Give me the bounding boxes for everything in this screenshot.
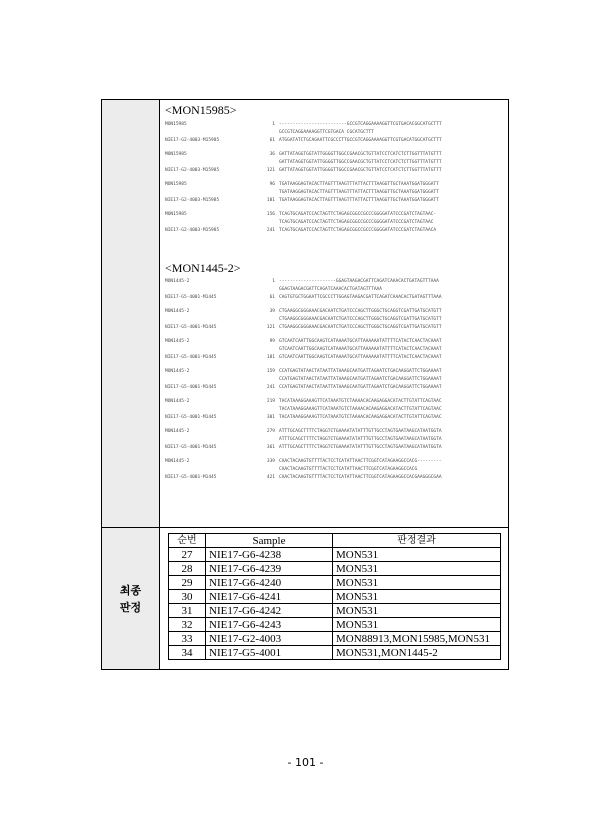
sequence-position: 279 bbox=[266, 429, 275, 434]
sequence-name: NIE17-G5-4001-M1445 bbox=[165, 295, 217, 300]
table-cell: 32 bbox=[169, 618, 206, 632]
sequence-bases: TGATAAGGAGTACACTTAGTTTAAGTTTATTACTTTAAGGTTGCTAAATGGATGGGATT bbox=[279, 198, 439, 203]
sequence-bases: GATTATAGGTGGTATTGGGGTTGGCCGAACGCTGTTATCCTCATCTCTTGGTTTATGTTT bbox=[279, 160, 442, 165]
sequence-bases: GGAGTAAGACGATTCAGATCAAACACTGATAGTTTAAA bbox=[279, 287, 382, 292]
table-cell: MON88913,MON15985,MON531 bbox=[333, 632, 501, 646]
sequence-position: 1 bbox=[272, 279, 275, 284]
table-row bbox=[169, 618, 501, 632]
sequence-name: MON15985 bbox=[165, 212, 187, 217]
sequence-name: NIE17-G5-4001-M1445 bbox=[165, 385, 217, 390]
alignment-line bbox=[165, 279, 439, 285]
table-cell: NIE17-G6-4241 bbox=[206, 590, 333, 604]
table-cell: 34 bbox=[169, 646, 206, 660]
sequence-position: 219 bbox=[266, 399, 275, 404]
alignment-line bbox=[165, 339, 442, 345]
table-cell: 30 bbox=[169, 590, 206, 604]
sequence-position: 339 bbox=[266, 459, 275, 464]
table-row bbox=[169, 590, 501, 604]
final-label-line1: 최종 bbox=[119, 583, 142, 597]
alignment-line bbox=[165, 467, 417, 473]
alignment-line bbox=[165, 287, 382, 293]
column-header: Sample bbox=[206, 534, 333, 548]
sequence-position: 181 bbox=[266, 198, 275, 203]
alignment-line bbox=[165, 122, 442, 128]
sequence-name: NIE17-G5-4001-M1445 bbox=[165, 445, 217, 450]
sequence-position: 159 bbox=[266, 369, 275, 374]
sequence-name: MON1445-2 bbox=[165, 309, 190, 314]
alignment-line bbox=[165, 138, 442, 144]
sequence-bases: GTCAATCAATTGGCAAGTCATAAAATGCATTAAAAAATATTTTCATACTCAACTACAAAT bbox=[279, 339, 442, 344]
sequence-bases: TACATAAAGGAAAGTTCATAAATGTCTAAAACACAAGAGGACATACTTGTATTCAGTAAC bbox=[279, 399, 442, 404]
alignment-line bbox=[165, 355, 442, 361]
alignment-line bbox=[165, 325, 442, 331]
sequence-name: MON1445-2 bbox=[165, 369, 190, 374]
sequence-bases: CAACTACAAGTGTTTTACTCCTCATATTAACTTCGGTCATAGAAGGCCACG bbox=[279, 467, 418, 472]
table-row bbox=[169, 548, 501, 562]
alignment-line bbox=[165, 415, 442, 421]
sequence-bases: CAACTACAAGTGTTTTACTCCTCATATTAACTTCGGTCATAGAAGGCCACG--------- bbox=[279, 459, 442, 464]
alignment-line bbox=[165, 309, 442, 315]
sequence-position: 39 bbox=[269, 309, 275, 314]
sequence-name: MON15985 bbox=[165, 122, 187, 127]
table-row bbox=[169, 632, 501, 646]
sequence-position: 96 bbox=[269, 182, 275, 187]
table-cell: 27 bbox=[169, 548, 206, 562]
table-cell: MON531 bbox=[333, 562, 501, 576]
sequence-alignment-area bbox=[160, 100, 508, 527]
alignment-line bbox=[165, 385, 442, 391]
table-cell: MON531 bbox=[333, 590, 501, 604]
sequence-position: 241 bbox=[266, 385, 275, 390]
sequence-bases: TGATAAGGAGTACACTTAGTTTAAGTTTATTACTTTAAGGTTGCTAAATGGATGGGATT bbox=[279, 182, 439, 187]
sequence-position: 156 bbox=[266, 212, 275, 217]
sequence-bases: TCAGTGCAGATCCACTAGTTCTAGAGCGGCCGCCCGGGGATATCCCGATCTAGTAAC bbox=[279, 220, 434, 225]
sequence-bases: GATTATAGGTGGTATTGGGGTTGGCCGAACGCTGTTATCCTCATCTCTTGGTTTATGTTT bbox=[279, 168, 442, 173]
sequence-bases: GTCAATCAATTGGCAAGTCATAAAATGCATTAAAAAATATTTTCATACTCAACTACAAAT bbox=[279, 347, 442, 352]
report-frame bbox=[101, 99, 509, 670]
section-title-mon1445: <MON1445-2> bbox=[165, 261, 241, 275]
alignment-line bbox=[165, 212, 436, 218]
alignment-line bbox=[165, 445, 442, 451]
alignment-line bbox=[165, 130, 374, 136]
sequence-bases: GATTATAGGTGGTATTGGGGTTGGCCGAACGCTGTTATCCTCATCTCTTGGTTTATGTTT bbox=[279, 152, 442, 157]
alignment-line bbox=[165, 295, 442, 301]
alignment-line bbox=[165, 407, 442, 413]
sequence-name: NIE17-G5-4001-M1445 bbox=[165, 355, 217, 360]
sequence-name: MON1445-2 bbox=[165, 429, 190, 434]
page-number: - 101 - bbox=[287, 756, 324, 769]
alignment-line bbox=[165, 168, 442, 174]
table-cell: NIE17-G5-4001 bbox=[206, 646, 333, 660]
sequence-name: NIE17-G5-4001-M1445 bbox=[165, 415, 217, 420]
sequence-bases: TACATAAAGGAAAGTTCATAAATGTCTAAAACACAAGAGGACATACTTGTATTCAGTAAC bbox=[279, 407, 442, 412]
sequence-bases: TGATAAGGAGTACACTTAGTTTAAGTTTATTACTTTAAGGTTGCTAAATGGATGGGATT bbox=[279, 190, 439, 195]
section-title-mon15985: <MON15985> bbox=[165, 103, 237, 117]
table-row bbox=[169, 576, 501, 590]
sequence-name: NIE17-G2-4003-M15985 bbox=[165, 168, 220, 173]
sidebar-blank-cell bbox=[102, 100, 160, 527]
alignment-line bbox=[165, 399, 442, 405]
alignment-line bbox=[165, 190, 439, 196]
sequence-bases: ATTTGCAGCTTTTCTAGGTCTGAAAATATATTTGTTGCCTAGTGAATAAGCATAATGGTA bbox=[279, 429, 442, 434]
column-header: 판정결과 bbox=[333, 534, 501, 548]
sequence-position: 301 bbox=[266, 415, 275, 420]
sequence-name: MON1445-2 bbox=[165, 459, 190, 464]
sequence-bases: CTGAAGGCGGGAAACGACAATCTGATCCCAGCTTGGGCTGCAGGTCGATTGATGCATGTT bbox=[279, 325, 442, 330]
alignment-line bbox=[165, 228, 436, 234]
alignment-line bbox=[165, 220, 433, 226]
sequence-position: 361 bbox=[266, 445, 275, 450]
sequence-bases: GTCAATCAATTGGCAAGTCATAAAATGCATTAAAAAATATTTTCATACTCAACTACAAAT bbox=[279, 355, 442, 360]
alignment-line bbox=[165, 160, 442, 166]
table-row bbox=[169, 646, 501, 660]
alignment-line bbox=[165, 429, 442, 435]
alignment-line bbox=[165, 198, 439, 204]
table-cell: 33 bbox=[169, 632, 206, 646]
table-cell: MON531 bbox=[333, 618, 501, 632]
table-cell: NIE17-G6-4238 bbox=[206, 548, 333, 562]
sequence-name: NIE17-G2-4003-M15985 bbox=[165, 228, 220, 233]
table-cell: 31 bbox=[169, 604, 206, 618]
table-cell: 29 bbox=[169, 576, 206, 590]
sequence-name: MON1445-2 bbox=[165, 399, 190, 404]
table-cell: MON531 bbox=[333, 548, 501, 562]
sequence-bases: CCATGAGTATAACTATAATTATAAAGCAATGATTAGAATCTGACAAGGATTCTGGAAAAT bbox=[279, 369, 442, 374]
results-area bbox=[160, 527, 508, 669]
sequence-bases: TCAGTGCAGATCCACTAGTTCTAGAGCGGCCGCCCGGGGATATCCCGATCTAGTAAC- bbox=[279, 212, 437, 217]
sequence-bases: ATTTGCAGCTTTTCTAGGTCTGAAAATATATTTGTTGCCTAGTGAATAAGCATAATGGTA bbox=[279, 437, 442, 442]
sequence-position: 36 bbox=[269, 152, 275, 157]
sequence-name: MON15985 bbox=[165, 152, 187, 157]
table-cell: NIE17-G6-4240 bbox=[206, 576, 333, 590]
table-cell: NIE17-G6-4243 bbox=[206, 618, 333, 632]
column-header: 순번 bbox=[169, 534, 206, 548]
sequence-bases: ATTTGCAGCTTTTCTAGGTCTGAAAATATATTTGTTGCCTAGTGAATAAGCATAATGGTA bbox=[279, 445, 442, 450]
table-cell: NIE17-G2-4003 bbox=[206, 632, 333, 646]
table-cell: NIE17-G6-4242 bbox=[206, 604, 333, 618]
sequence-name: MON1445-2 bbox=[165, 279, 190, 284]
final-judgment-label bbox=[102, 527, 160, 669]
sequence-position: 1 bbox=[272, 122, 275, 127]
sequence-name: NIE17-G2-4003-M15985 bbox=[165, 138, 220, 143]
sequence-name: NIE17-G2-4003-M15985 bbox=[165, 198, 220, 203]
table-cell: NIE17-G6-4239 bbox=[206, 562, 333, 576]
sequence-position: 421 bbox=[266, 475, 275, 480]
sequence-bases: CTGAAGGCGGGAAACGACAATCTGATCCCAGCTTGGGCTGCAGGTCGATTGATGCATGTT bbox=[279, 309, 442, 314]
sequence-bases: ---------------------GGAGTAAGACGATTCAGATCAAACACTGATAGTTTAAA bbox=[279, 279, 439, 284]
sequence-name: MON1445-2 bbox=[165, 339, 190, 344]
sequence-position: 121 bbox=[266, 325, 275, 330]
alignment-line bbox=[165, 152, 442, 158]
sequence-name: MON15985 bbox=[165, 182, 187, 187]
sequence-bases: CAACTACAAGTGTTTTACTCCTCATATTAACTTCGGTCATAGAAGGCCACGAAGGGCGAA bbox=[279, 475, 442, 480]
results-table bbox=[168, 533, 501, 660]
sequence-position: 241 bbox=[266, 228, 275, 233]
sequence-bases: CTGAAGGCGGGAAACGACAATCTGATCCCAGCTTGGGCTGCAGGTCGATTGATGCATGTT bbox=[279, 317, 442, 322]
alignment-line bbox=[165, 459, 442, 465]
alignment-line bbox=[165, 347, 442, 353]
sequence-position: 61 bbox=[269, 138, 275, 143]
alignment-line bbox=[165, 377, 442, 383]
final-label-line2: 판정 bbox=[119, 600, 142, 614]
sequence-name: NIE17-G5-4001-M1445 bbox=[165, 475, 217, 480]
table-cell: MON531 bbox=[333, 576, 501, 590]
table-row bbox=[169, 562, 501, 576]
table-cell: MON531 bbox=[333, 604, 501, 618]
sequence-bases: CCATGAGTATAACTATAATTATAAAGCAATGATTAGAATCTGACAAGGATTCTGGAAAAT bbox=[279, 385, 442, 390]
sequence-bases: GCCGTCAGGAAAAGGTTCGTGACA CGCATGCTTT bbox=[279, 130, 374, 135]
sequence-bases: CCATGAGTATAACTATAATTATAAAGCAATGATTAGAATCTGACAAGGATTCTGGAAAAT bbox=[279, 377, 442, 382]
sequence-position: 121 bbox=[266, 168, 275, 173]
sequence-bases: TCAGTGCAGATCCACTAGTTCTAGAGCGGCCGCCCGGGGATATCCCGATCTAGTAACA bbox=[279, 228, 437, 233]
alignment-line bbox=[165, 369, 442, 375]
alignment-line bbox=[165, 475, 442, 481]
table-header-row bbox=[169, 534, 501, 548]
sequence-name: NIE17-G5-4001-M1445 bbox=[165, 325, 217, 330]
sequence-position: 61 bbox=[269, 295, 275, 300]
sequence-position: 99 bbox=[269, 339, 275, 344]
alignment-line bbox=[165, 317, 442, 323]
sequence-bases: CAGTGTGCTGGAATTCGCCCTTGGAGTAAGACGATTCAGATCAAACACTGATAGTTTAAA bbox=[279, 295, 442, 300]
sequence-bases: -------------------------GCCGTCAGGAAAAGGTTCGTGACACGGCATGCTTT bbox=[279, 122, 442, 127]
table-cell: 28 bbox=[169, 562, 206, 576]
alignment-line bbox=[165, 437, 442, 443]
table-row bbox=[169, 604, 501, 618]
sequence-bases: ATGGATATCTGCAGAATTCGCCCTTGCCGTCAGGAAAAGGTTCGTGACATGGCATGCTTT bbox=[279, 138, 442, 143]
table-cell: MON531,MON1445-2 bbox=[333, 646, 501, 660]
sequence-bases: TACATAAAGGAAAGTTCATAAATGTCTAAAACACAAGAGGACATACTTGTATTCAGTAAC bbox=[279, 415, 442, 420]
alignment-line bbox=[165, 182, 439, 188]
sequence-position: 181 bbox=[266, 355, 275, 360]
